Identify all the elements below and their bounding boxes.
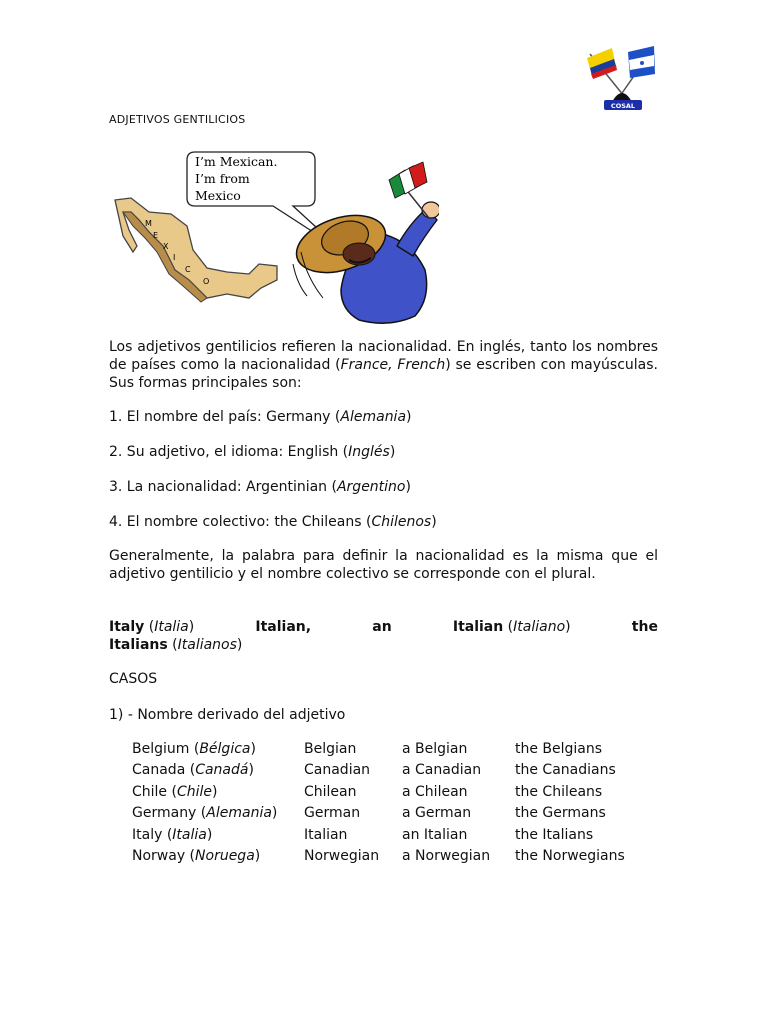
example-noun: Italian (Italiano)	[452, 619, 571, 635]
page-title: ADJETIVOS GENTILICIOS	[109, 113, 246, 126]
example-country: Italy (Italia)	[109, 619, 195, 635]
singular-cell: a Norwegian	[402, 847, 491, 864]
country-cell: Norway (Noruega)	[132, 847, 261, 864]
example-article: an	[372, 619, 392, 635]
country-cell: Belgium (Bélgica)	[132, 741, 256, 757]
plural-cell: the Belgians	[515, 741, 603, 757]
illustration	[109, 148, 439, 328]
logo-label: COSAL	[610, 102, 636, 110]
plural-cell: the Norwegians	[515, 847, 625, 864]
singular-cell: a German	[402, 805, 472, 822]
example-row	[109, 618, 658, 636]
adjective-cell: German	[304, 805, 361, 822]
plural-cell: the Chileans	[515, 783, 603, 800]
flags-logo-icon	[584, 44, 658, 112]
country-cell: Italy (Italia)	[132, 826, 213, 843]
general-paragraph: Generalmente, la palabra para definir la nacionalidad es la misma que el adjetivo gentilicio y el nombre colectivo se corresponde con el plural.	[109, 548, 658, 582]
example-plural: Italians (Italianos)	[109, 637, 243, 653]
singular-cell: an Italian	[402, 826, 468, 843]
country-cell: Chile (Chile)	[132, 783, 218, 800]
plural-cell: the Canadians	[515, 762, 616, 779]
adjective-cell: Chilean	[304, 783, 357, 800]
form-item-1: 1. El nombre del país: Germany (Alemania)	[109, 409, 412, 425]
example-the: the	[631, 619, 658, 635]
bubble-line-2: I’m from	[195, 171, 250, 186]
bubble-line-1: I’m Mexican.	[195, 154, 278, 169]
intro-text-a: Los adjetivos gentilicios refieren la nacionalidad. En inglés, tanto los nombres de países como la nacionalidad (	[109, 339, 658, 373]
adjective-cell: Norwegian	[304, 847, 380, 864]
intro-italic: France, French	[340, 357, 446, 373]
singular-cell: a Canadian	[402, 762, 482, 779]
casos-heading: CASOS	[109, 671, 158, 687]
form-item-2: 2. Su adjetivo, el idioma: English (Inglés)	[109, 444, 396, 460]
singular-cell: a Belgian	[402, 741, 468, 757]
adjective-cell: Italian	[304, 826, 348, 843]
singular-cell: a Chilean	[402, 783, 468, 800]
cosal-logo	[584, 44, 658, 112]
map-letter-3: X	[163, 242, 169, 251]
country-cell: Germany (Alemania)	[132, 805, 278, 822]
map-letter-6: O	[203, 277, 210, 286]
intro-paragraph	[109, 338, 658, 392]
form-item-4: 4. El nombre colectivo: the Chileans (Chilenos)	[109, 514, 437, 530]
form-item-3: 3. La nacionalidad: Argentinian (Argentino)	[109, 479, 411, 495]
intro-text-b: ) se escriben con mayúsculas. Sus formas principales son:	[109, 357, 658, 391]
map-letter-1: M	[145, 219, 152, 228]
bubble-line-3: Mexico	[195, 188, 241, 203]
plural-cell: the Germans	[515, 805, 606, 822]
case-1-heading: 1) - Nombre derivado del adjetivo	[109, 707, 346, 723]
plural-cell: the Italians	[515, 826, 594, 843]
map-letter-2: E	[153, 231, 159, 240]
map-letter-4: I	[173, 253, 176, 262]
adjective-cell: Belgian	[304, 741, 357, 757]
adjective-cell: Canadian	[304, 762, 371, 779]
mexican-illustration-icon	[109, 148, 439, 328]
example-adjective: Italian,	[255, 619, 312, 635]
map-letter-5: C	[185, 265, 191, 274]
country-cell: Canada (Canadá)	[132, 762, 254, 779]
